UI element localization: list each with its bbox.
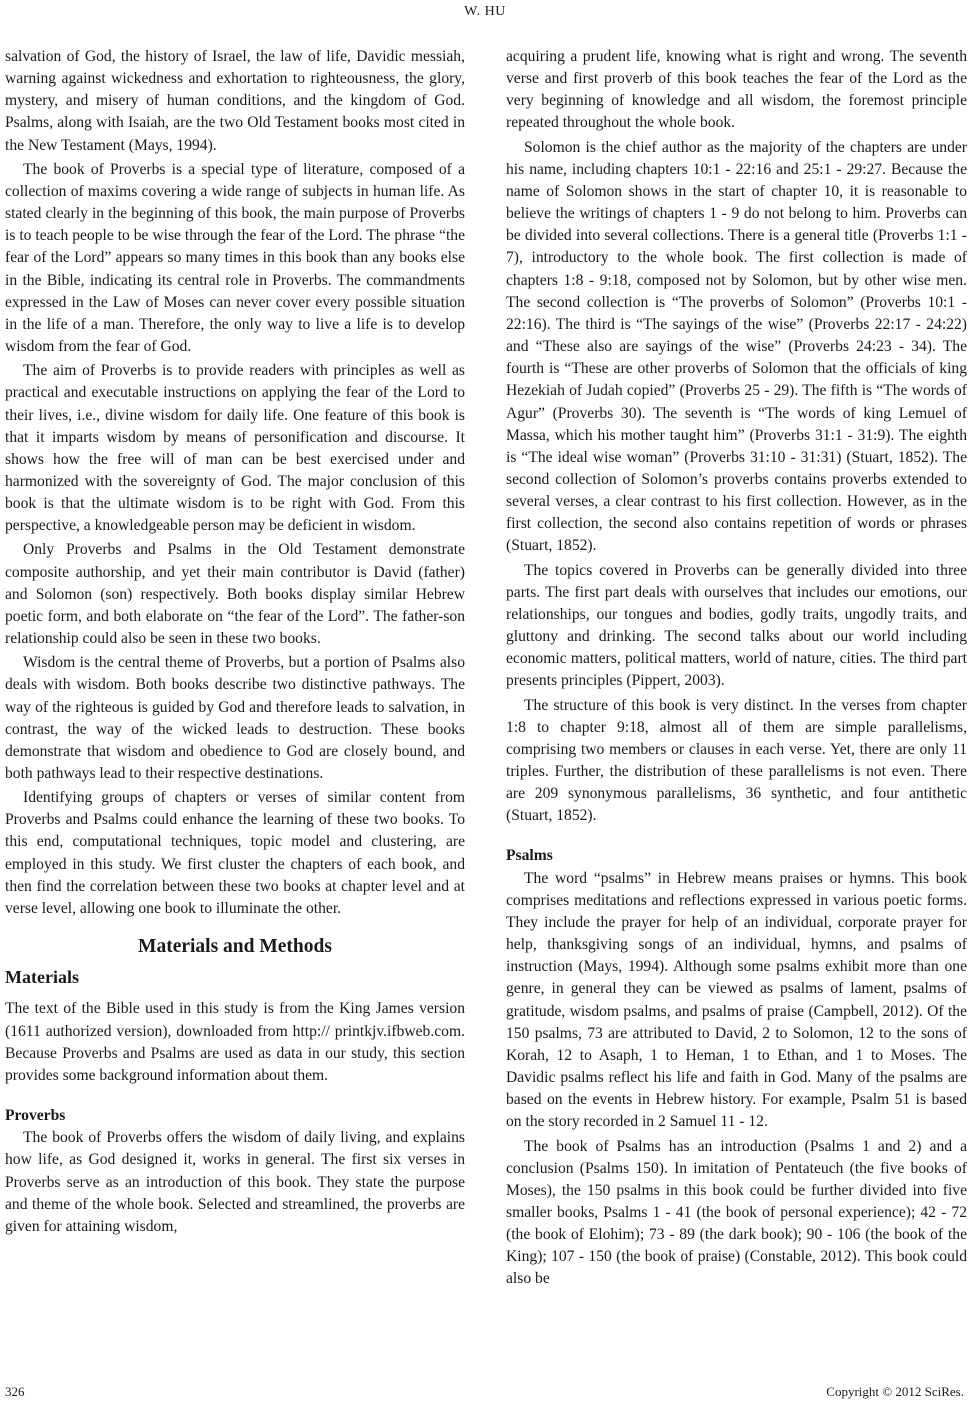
body-paragraph: Only Proverbs and Psalms in the Old Testament demonstrate composite authorship, and yet their main contributor is David (father) and Solomon (son) respectively. Both books display similar Hebrew poetic form, and both elaborate on “the fear of the Lord”. The father-son relationship could also be seen in these two books. [5,541,465,648]
body-paragraph: acquiring a prudent life, knowing what is right and wrong. The seventh verse and first proverb of this book teaches the fear of the Lord as the very beginning of knowledge and all wisdom, the foremost principle repeated throughout the whole book. [506,48,967,132]
body-paragraph: Identifying groups of chapters or verses of similar content from Proverbs and Psalms could enhance the learning of these two books. To this end, computational techniques, topic model and clustering, are employed in this study. We first cluster the chapters of each book, and then find the correlation between these two books at chapter level and at verse level, allowing one book to illuminate the other. [5,789,465,917]
running-head: W. HU [464,4,506,19]
subsection-heading: Materials [5,967,79,988]
body-paragraph: salvation of God, the history of Israel, the law of life, Davidic messiah, warning against wickedness and exhortation to righteousness, the glory, mystery, and misery of human conditions, and the kingdom of God. Psalms, along with Isaiah, are the two Old Testament books most cited in the New Testament (Mays, 1994). [5,48,465,154]
subsubsection-heading: Psalms [506,847,553,865]
body-paragraph: Wisdom is the central theme of Proverbs, but a portion of Psalms also deals with wisdom. Both books describe two distinctive pathways. The way of the righteous is guided by God and therefore leads to salvation, in contrast, the way of the wicked leads to destruction. These books demonstrate that wisdom and obedience to God are closely bound, and both pathways lead to their respective destinations. [5,654,465,782]
subsubsection-heading: Proverbs [5,1107,66,1125]
body-paragraph: The structure of this book is very distinct. In the verses from chapter 1:8 to chapter 9:18, almost all of them are simple parallelisms, comprising two members or clauses in each verse. Yet, there are only 11 triples. Further, the distribution of these parallelisms is not even. There are 209 synonymous parallelisms, 36 synthetic, and four antithetic (Stuart, 1852). [506,696,967,825]
body-paragraph: The book of Proverbs is a special type of literature, composed of a collection of maxims covering a wide range of subjects in human life. As stated clearly in the beginning of this book, the main purpose of Proverbs is to teach people to be wise through the fear of the Lord. The phrase “the fear of the Lord” appears so many times in this book than any books else in the Bible, indicating its central role in Proverbs. The commandments expressed in the Law of Moses can never cover every possible situation in the life of a man. Therefore, the only way to live a life is to develop wisdom from the fear of God. [5,160,465,356]
body-paragraph: The book of Psalms has an introduction (Psalms 1 and 2) and a conclusion (Psalms 150). In imitation of Pentateuch (the five books of Moses), the 150 psalms in this book could be further divided into five smaller books, Psalms 1 - 41 (the book of personal experience); 42 - 72 (the book of Elohim); 73 - 89 (the dark book); 90 - 106 (the book of the King); 107 - 150 (the book of praise) (Constable, 2012). This book could also be [506,1137,967,1288]
body-paragraph: The text of the Bible used in this study is from the King James version (1611 authorized version), downloaded from http:// printkjv.ifbweb.com. Because Proverbs and Psalms are used as data in our study, this section provides some background information about them. [5,1000,465,1084]
body-paragraph: The book of Proverbs offers the wisdom of daily living, and explains how life, as God designed it, works in general. The first six verses in Proverbs serve as an introduction of this book. They state the purpose and theme of the whole book. Selected and streamlined, the proverbs are given for attaining wisdom, [5,1129,465,1235]
copyright-notice: Copyright © 2012 SciRes. [826,1384,964,1399]
right-column [506,46,967,1293]
body-paragraph: The topics covered in Proverbs can be generally divided into three parts. The first part deals with ourselves that includes our emotions, our relationships, our tongues and bodies, godly traits, ungodly traits, and gluttony and drinking. The second talks about our world including economic matters, political matters, world of nature, cities. The third part presents principles (Pippert, 2003). [506,561,967,690]
body-paragraph: The aim of Proverbs is to provide readers with principles as well as practical and executable instructions on applying the fear of the Lord to their lives, i.e., divine wisdom for daily life. One feature of this book is that it imparts wisdom by means of personification and discourse. It shows how the free will of man can be best exercised under and harmonized with the sovereignty of God. The major conclusion of this book is that the ultimate wisdom is to be right with God. From this perspective, a knowledgeable person may be deficient in wisdom. [5,362,465,535]
section-heading: Materials and Methods [138,936,332,958]
left-column [5,46,465,1240]
body-paragraph: Solomon is the chief author as the majority of the chapters are under his name, including chapters 10:1 - 22:16 and 25:1 - 29:27. Because the name of Solomon shows in the start of chapter 10, it is reasonable to believe the writings of chapters 1 - 9 do not belong to him. Proverbs can be divided into several collections. There is a general title (Proverbs 1:1 - 7), introductory to the whole book. The first collection is made of chapters 1:8 - 9:18, composed not by Solomon, but by other wise men. The second collection is “The proverbs of Solomon” (Proverbs 10:1 - 22:16). The third is “The sayings of the wise” (Proverbs 22:17 - 24:22) and “These also are sayings of the wise” (Proverbs 24:23 - 34). The fourth is “These are other proverbs of Solomon that the officials of king Hezekiah of Judah copied” (Proverbs 25 - 29). The fifth is “The words of Agur” (Proverbs 30). The seventh is “The words of king Lemuel of Massa, which his mother taught him” (Proverbs 31:1 - 31:9). The eighth is “The ideal wise woman” (Proverbs 31:10 - 31:31) (Stuart, 1852). The second collection of Solomon’s proverbs contains proverbs extended to several verses, a clear contrast to his first collection. However, as in the first collection, the second also contains repetition of words or phrases (Stuart, 1852). [506,138,967,555]
body-paragraph: The word “psalms” in Hebrew means praises or hymns. This book comprises meditations and reflections expressed in various poetic forms. They include the prayer for help of an individual, corporate prayer for help, thanksgiving songs of an individual, hymns, and psalms of instruction (Mays, 1994). Although some psalms exhibit more than one genre, in general they can be viewed as psalms of lament, psalms of gratitude, wisdom psalms, and psalms of praise (Campbell, 2012). Of the 150 psalms, 73 are attributed to David, 2 to Solomon, 12 to the sons of Korah, 12 to Asaph, 1 to Heman, 1 to Ethan, and 1 to Moses. The Davidic psalms reflect his life and faith in God. Many of the psalms are based on the events in Hebrew history. For example, Psalm 51 is based on the story recorded in 2 Samuel 11 - 12. [506,869,967,1131]
page-number: 326 [5,1384,25,1399]
